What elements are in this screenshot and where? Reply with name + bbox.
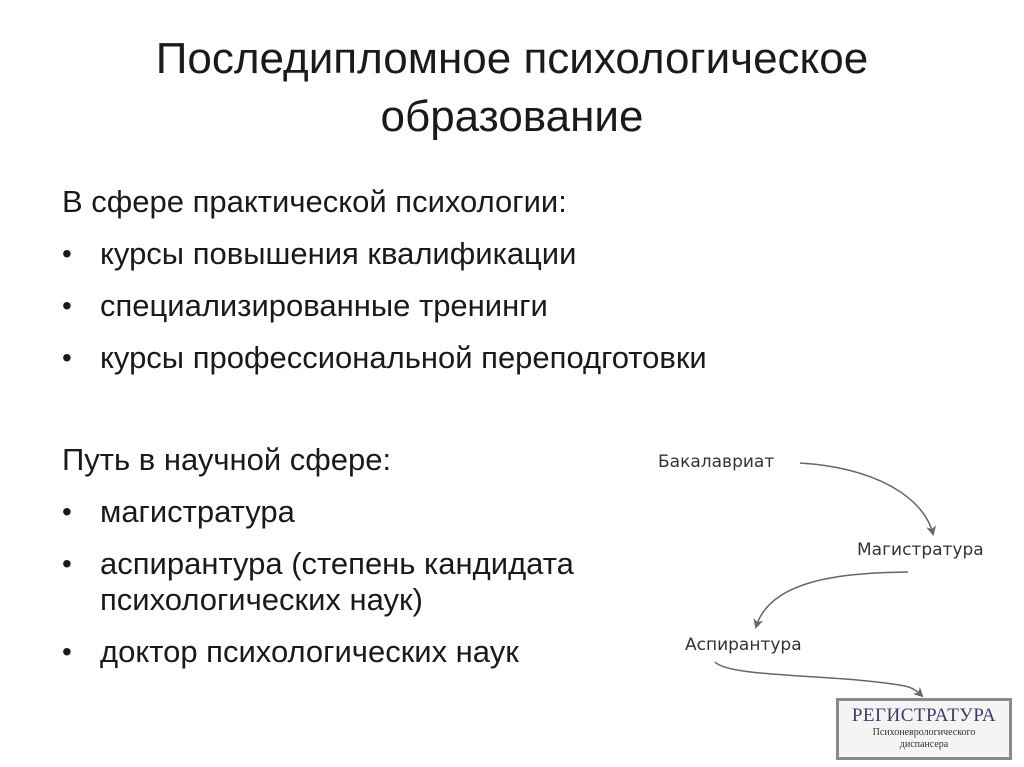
registry-sign [836, 698, 1012, 760]
slide-title-line-2: образование [380, 92, 644, 141]
science-heading: Путь в научной сфере: [62, 442, 392, 477]
registry-sign-subtitle-1: Психоневрологического [872, 727, 976, 738]
list-item [62, 486, 574, 538]
list-item-text: аспирантура (степень кандидата [100, 546, 574, 581]
list-item-text: специализированные тренинги [100, 288, 548, 323]
list-item [62, 228, 707, 280]
science-section [62, 434, 574, 678]
list-item [62, 280, 707, 332]
registry-sign-subtitle-2: диспансера [899, 739, 949, 750]
arrow-bachelor-to-master [800, 463, 933, 534]
list-item-text-continued: психологических наук) [100, 582, 423, 617]
list-item [62, 538, 574, 620]
practice-section [62, 176, 707, 384]
arrow-master-to-postgrad [756, 572, 908, 627]
practice-heading: В сфере практической психологии: [62, 184, 567, 219]
list-item-text: доктор психологических наук [100, 634, 519, 669]
slide-title-line-1: Последипломное психологическое [155, 34, 869, 83]
education-path-diagram [640, 430, 1024, 767]
list-item-text: курсы повышения квалификации [100, 236, 577, 271]
diagram-label-postgrad: Аспирантура [685, 635, 802, 655]
practice-list [62, 228, 707, 384]
list-item [62, 626, 574, 678]
list-item-text: магистратура [100, 494, 295, 529]
list-item-text: курсы профессиональной переподготовки [100, 340, 707, 375]
slide-title [0, 30, 1024, 146]
registry-sign-title: РЕГИСТРАТУРА [851, 705, 997, 726]
list-item [62, 332, 707, 384]
science-list [62, 486, 574, 678]
diagram-label-master: Магистратура [857, 540, 984, 560]
arrow-postgrad-to-registry [715, 662, 922, 696]
diagram-label-bachelor: Бакалавриат [658, 452, 775, 472]
